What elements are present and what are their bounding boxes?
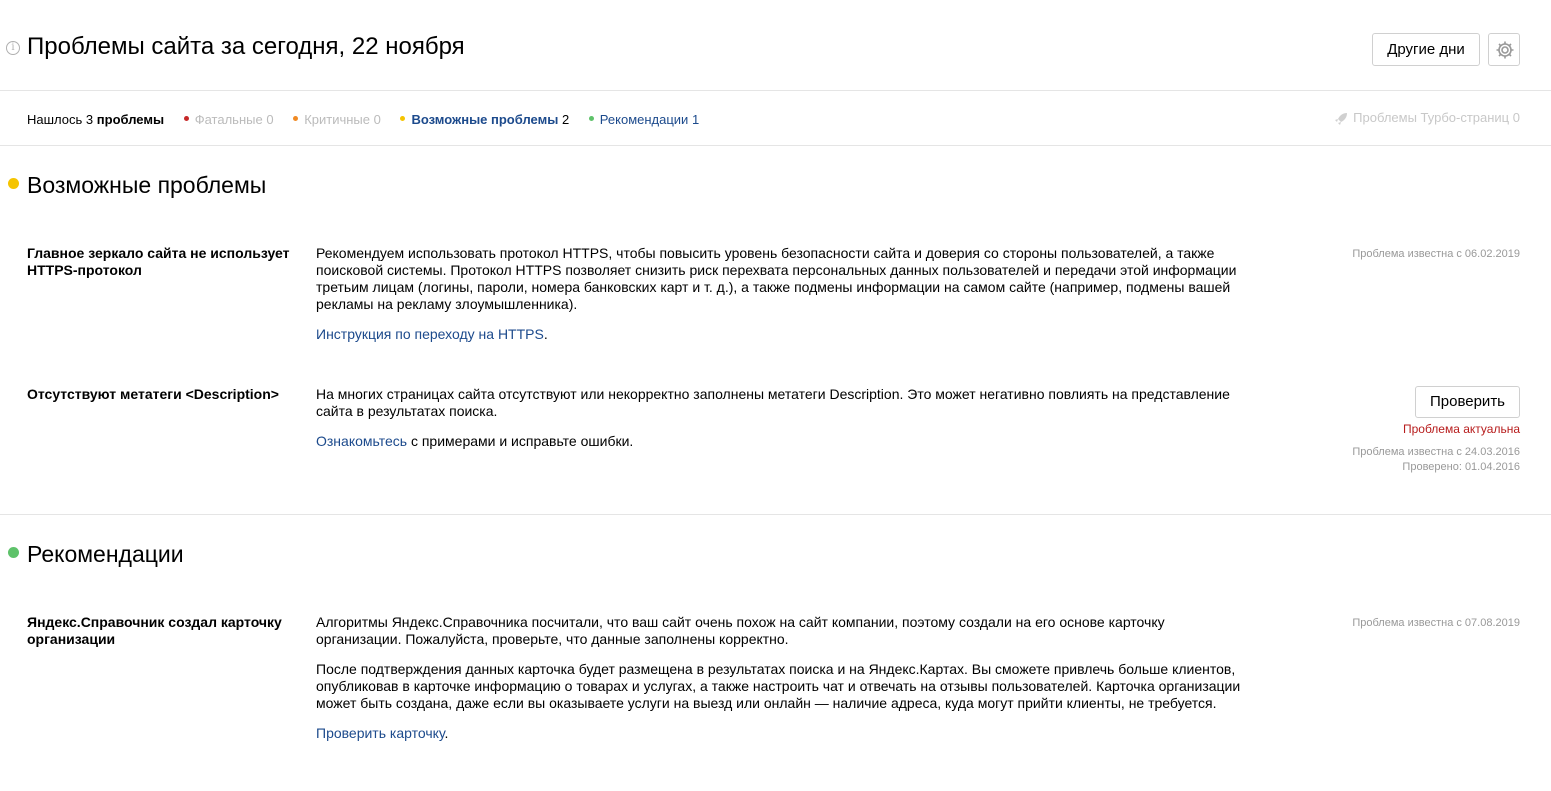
issue-known-since-meta: Проблема известна с 24.03.2016	[1352, 446, 1520, 458]
settings-button[interactable]	[1488, 33, 1520, 66]
examples-link[interactable]: Ознакомьтесь	[316, 433, 408, 449]
issue-known-since-https: Проблема известна с 06.02.2019	[1352, 248, 1520, 260]
filter-fatal[interactable]: Фатальные 0	[168, 111, 277, 126]
other-days-button[interactable]: Другие дни	[1372, 33, 1480, 66]
page-title: Проблемы сайта за сегодня, 22 ноября	[27, 33, 465, 60]
status-badge: Проблема актуальна	[1402, 422, 1520, 436]
filter-possible-problems[interactable]: Возможные проблемы 2	[384, 111, 572, 126]
issue-description-spravochnik: Алгоритмы Яндекс.Справочника посчитали, что ваш сайт очень похож на сайт компании, поэтому создали на его основе карточку организации. Пожалуйста, проверьте, что данные заполнены корректно. После подтверждения данных карточка будет размещена в результатах поиска и на Яндекс.Картах. Вы сможете привлечь больше клиентов, опубликовав в карточке информацию о товарах и услугах, а также настроить чат и отвечать на отзывы пользователей. Карточка организации может быть создана, даже если вы оказываете услуги на выезд или онлайн — наличие адреса, куда могут прийти клиенты, не требуется. Проверить карточку.	[316, 614, 1241, 741]
filter-critical[interactable]: Критичные 0	[277, 111, 384, 126]
turbo-problems-link[interactable]: Проблемы Турбо-страниц 0	[1333, 110, 1520, 127]
issue-known-since-spravochnik: Проблема известна с 07.08.2019	[1352, 617, 1520, 629]
possible-problems-dot-icon	[8, 178, 19, 189]
recommendations-dot-icon	[589, 116, 594, 121]
info-icon[interactable]: i	[6, 41, 20, 55]
check-button[interactable]: Проверить	[1415, 386, 1520, 418]
issue-status-meta	[1352, 422, 1520, 475]
summary-row	[27, 110, 699, 127]
page-header	[0, 0, 1551, 91]
filter-recommendations[interactable]: Рекомендации 1	[573, 111, 699, 126]
section-title-possible-problems: Возможные проблемы	[27, 172, 267, 198]
issue-checked-date: Проверено: 01.04.2016	[1402, 461, 1520, 473]
issue-title-https: Главное зеркало сайта не использует HTTPS-протокол	[27, 245, 290, 278]
check-card-link[interactable]: Проверить карточку	[316, 725, 445, 741]
section-title-recommendations: Рекомендации	[27, 541, 184, 567]
issue-title-description-meta: Отсутствуют метатеги <Description>	[27, 386, 279, 402]
found-label: Нашлось 3 проблемы	[27, 111, 165, 127]
rocket-icon	[1333, 111, 1349, 127]
possible-dot-icon	[400, 116, 405, 121]
gear-icon	[1495, 40, 1515, 60]
critical-dot-icon	[293, 116, 298, 121]
issue-description-meta: На многих страницах сайта отсутствуют или некорректно заполнены метатеги Description. Это может негативно повлиять на представление сайта в результатах поиска. Ознакомьтесь с примерами и исправьте ошибки.	[316, 386, 1230, 449]
issue-title-spravochnik: Яндекс.Справочник создал карточку организации	[27, 614, 282, 647]
section-divider	[0, 514, 1551, 515]
issue-description-https: Рекомендуем использовать протокол HTTPS, чтобы повысить уровень безопасности сайта и доверия со стороны пользователей, а также поисковой системы. Протокол HTTPS позволяет снизить риск перехвата персональных данных пользователей и передачи этой информации третьим лицам (логины, пароли, номера банковских карт и т. д.), а также подмены информации на самом сайте (например, подмены вашей рекламы на рекламу злоумышленника). Инструкция по переходу на HTTPS.	[316, 245, 1237, 342]
https-instructions-link[interactable]: Инструкция по переходу на HTTPS	[316, 326, 544, 342]
fatal-dot-icon	[184, 116, 189, 121]
problems-summary	[0, 91, 1551, 146]
recommendations-section-dot-icon	[8, 547, 19, 558]
